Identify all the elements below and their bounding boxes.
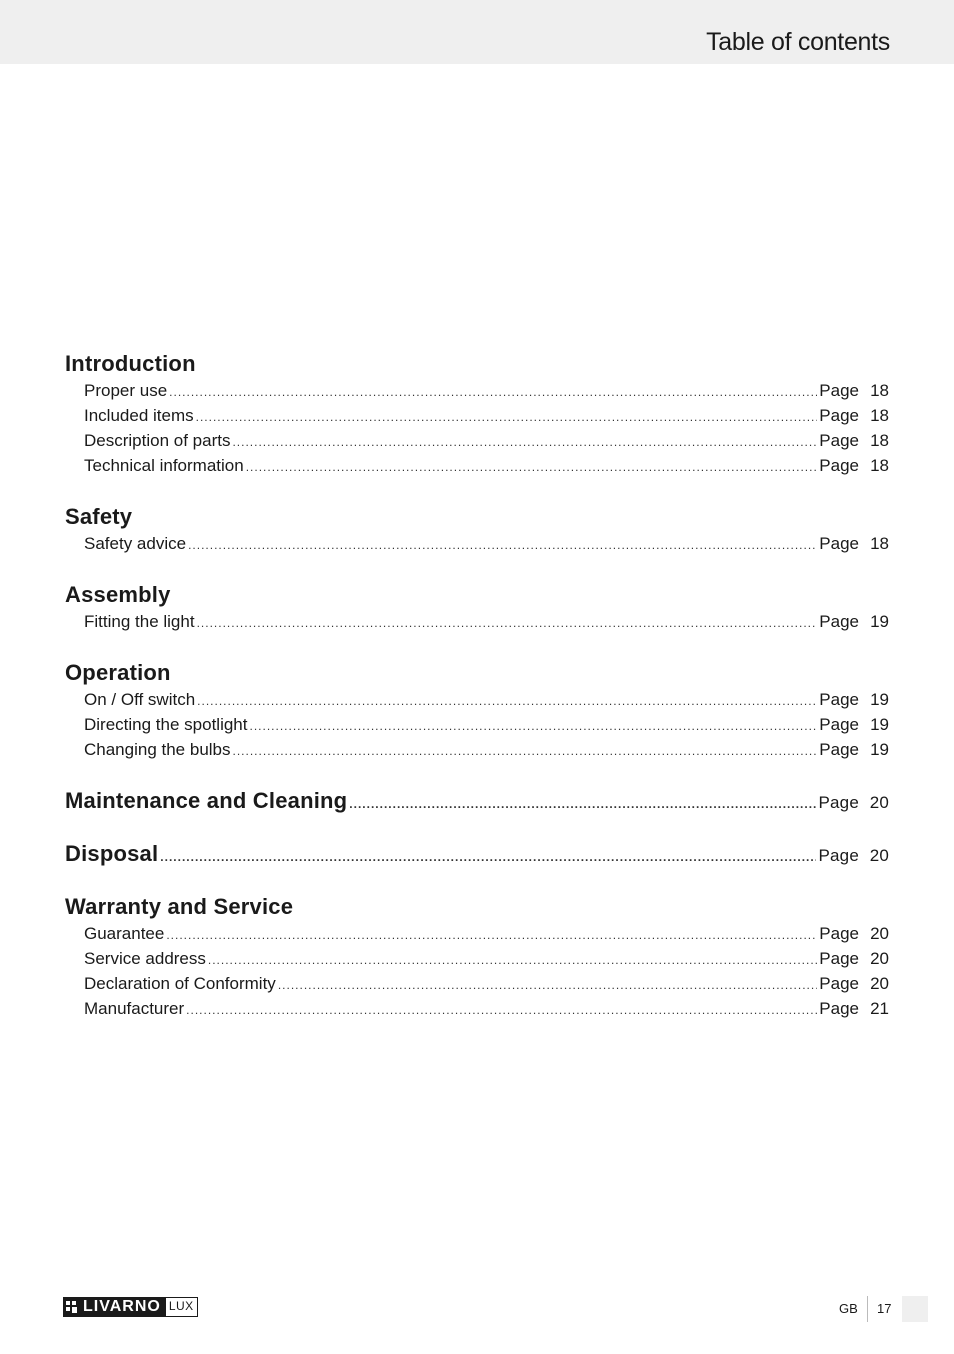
entry-label: Fitting the light xyxy=(84,612,195,631)
toc-entry[interactable] xyxy=(65,971,889,996)
toc-section-safety xyxy=(65,503,889,556)
entry-label: Description of parts xyxy=(84,431,231,450)
entry-label: Guarantee xyxy=(84,924,165,943)
dot-leader xyxy=(197,611,818,636)
page-title: Table of contents xyxy=(706,28,890,56)
toc-entry[interactable] xyxy=(65,609,889,634)
section-heading: Introduction xyxy=(65,351,196,376)
entry-label: Manufacturer xyxy=(84,999,185,1018)
page-number: 19 xyxy=(870,740,889,759)
toc-entry[interactable] xyxy=(65,687,889,712)
dot-leader xyxy=(246,455,818,480)
page-word: Page xyxy=(819,612,859,631)
section-heading: Warranty and Service xyxy=(65,894,294,919)
page-number: 20 xyxy=(870,949,889,968)
toc-entry[interactable] xyxy=(65,403,889,428)
dot-leader xyxy=(186,998,817,1023)
toc-entry[interactable] xyxy=(65,737,889,762)
dot-leader xyxy=(160,843,816,871)
page-word: Page xyxy=(819,949,859,968)
brand-name: LIVARNO xyxy=(81,1297,165,1317)
toc-entry[interactable] xyxy=(65,712,889,737)
page-number: 21 xyxy=(870,999,889,1018)
footer-tab-marker xyxy=(902,1296,928,1322)
section-heading: Operation xyxy=(65,660,171,685)
dot-leader xyxy=(166,923,817,948)
page-word: Page xyxy=(818,846,859,865)
table-of-contents xyxy=(65,350,889,1021)
toc-entry[interactable] xyxy=(65,531,889,556)
dot-leader xyxy=(208,948,817,973)
toc-section-maintenance xyxy=(65,787,889,815)
page-word: Page xyxy=(819,715,859,734)
section-heading: Safety xyxy=(65,504,133,529)
dot-leader xyxy=(196,405,818,430)
dot-leader xyxy=(278,973,817,998)
page-word: Page xyxy=(818,793,859,812)
toc-entry[interactable] xyxy=(65,378,889,403)
brand-suffix: LUX xyxy=(165,1297,198,1317)
page-number: 20 xyxy=(870,974,889,993)
page-word: Page xyxy=(819,974,859,993)
dot-leader xyxy=(169,380,817,405)
toc-entry[interactable] xyxy=(65,453,889,478)
toc-section-disposal xyxy=(65,840,889,868)
page-number: 18 xyxy=(870,456,889,475)
section-heading: Assembly xyxy=(65,582,171,607)
logo-mark-icon xyxy=(63,1297,81,1317)
entry-label: Declaration of Conformity xyxy=(84,974,276,993)
brand-logo xyxy=(63,1297,198,1317)
toc-section-introduction xyxy=(65,350,889,478)
page-word: Page xyxy=(819,690,859,709)
page-number: 19 xyxy=(870,690,889,709)
page-word: Page xyxy=(819,381,859,400)
language-code: GB xyxy=(839,1301,858,1316)
dot-leader xyxy=(232,430,817,455)
page-number: 20 xyxy=(869,793,889,812)
page-number: 18 xyxy=(870,406,889,425)
page-word: Page xyxy=(819,534,859,553)
toc-section-warranty xyxy=(65,893,889,1021)
page-number: 18 xyxy=(870,431,889,450)
section-heading: Maintenance and Cleaning xyxy=(65,788,348,813)
page-number: 19 xyxy=(870,612,889,631)
toc-entry[interactable] xyxy=(65,996,889,1021)
dot-leader xyxy=(249,714,817,739)
page-word: Page xyxy=(819,456,859,475)
page-number: 20 xyxy=(870,924,889,943)
toc-entry-heading[interactable] xyxy=(65,840,889,868)
entry-label: Safety advice xyxy=(84,534,187,553)
page-word: Page xyxy=(819,740,859,759)
entry-label: Service address xyxy=(84,949,206,968)
page-number: 20 xyxy=(869,846,889,865)
toc-entry[interactable] xyxy=(65,946,889,971)
dot-leader xyxy=(349,790,816,818)
entry-label: On / Off switch xyxy=(84,690,196,709)
entry-label: Technical information xyxy=(84,456,244,475)
dot-leader xyxy=(197,689,817,714)
toc-entry[interactable] xyxy=(65,428,889,453)
entry-label: Proper use xyxy=(84,381,168,400)
page-word: Page xyxy=(819,406,859,425)
toc-section-operation xyxy=(65,659,889,762)
page-word: Page xyxy=(819,431,859,450)
page-number-footer: 17 xyxy=(877,1301,892,1316)
page-word: Page xyxy=(819,999,859,1018)
dot-leader xyxy=(233,739,818,764)
page-number: 19 xyxy=(870,715,889,734)
footer-divider xyxy=(867,1296,868,1322)
toc-entry-heading[interactable] xyxy=(65,787,889,815)
page-number: 18 xyxy=(870,381,889,400)
page-number: 18 xyxy=(870,534,889,553)
dot-leader xyxy=(188,533,817,558)
page-word: Page xyxy=(819,924,859,943)
entry-label: Changing the bulbs xyxy=(84,740,231,759)
toc-entry[interactable] xyxy=(65,921,889,946)
toc-section-assembly xyxy=(65,581,889,634)
entry-label: Included items xyxy=(84,406,194,425)
section-heading: Disposal xyxy=(65,841,159,866)
entry-label: Directing the spotlight xyxy=(84,715,248,734)
